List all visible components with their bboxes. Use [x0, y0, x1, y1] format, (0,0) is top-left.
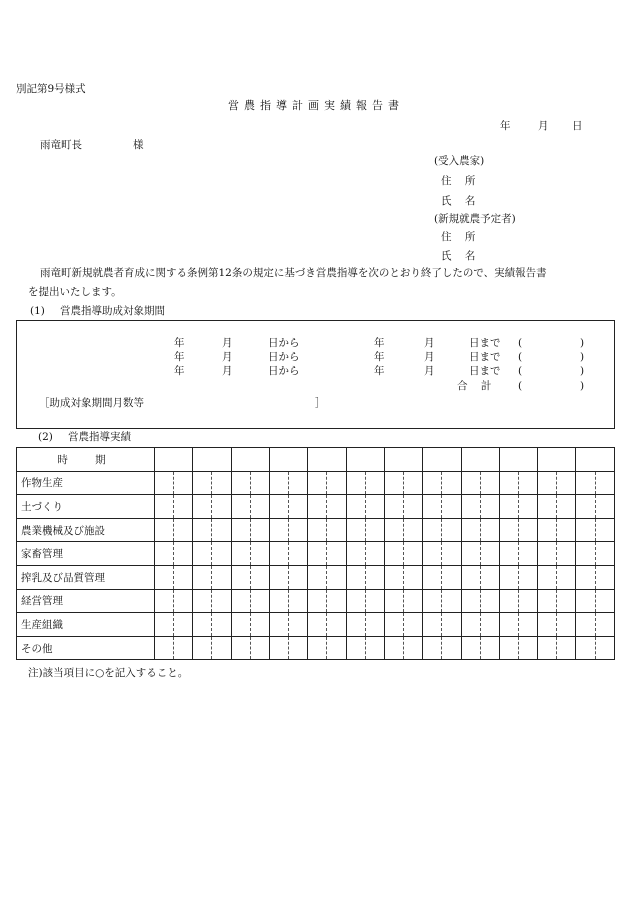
- mark-cell[interactable]: [518, 542, 537, 566]
- period-header-cell: [269, 448, 307, 472]
- receiver-address-label: 住 所: [441, 175, 481, 187]
- mark-cell[interactable]: [308, 636, 327, 660]
- mark-cell[interactable]: [499, 495, 518, 519]
- mark-cell[interactable]: [384, 613, 403, 637]
- date-day-label: 日: [572, 120, 583, 132]
- guidance-item-label: その他: [17, 636, 155, 660]
- body-text-line1: 雨竜町新規就農者育成に関する条例第12条の規定に基づき営農指導を次のとおり終了したので、実績報告書: [40, 267, 547, 279]
- period-months-paren-open: (: [518, 337, 523, 349]
- mark-cell[interactable]: [576, 613, 595, 637]
- period-header-cell: [308, 448, 346, 472]
- mark-cell[interactable]: [155, 636, 174, 660]
- mark-cell[interactable]: [155, 565, 174, 589]
- period-header-cell: [193, 448, 231, 472]
- mark-cell[interactable]: [174, 542, 193, 566]
- guidance-item-label: 家畜管理: [17, 542, 155, 566]
- mark-cell[interactable]: [384, 636, 403, 660]
- mark-cell[interactable]: [365, 518, 384, 542]
- period-header-cell: [231, 448, 269, 472]
- table-row: [17, 565, 615, 589]
- mark-cell[interactable]: [327, 613, 346, 637]
- mark-cell[interactable]: [212, 636, 231, 660]
- guidance-item-label: 経営管理: [17, 589, 155, 613]
- period-header-cell: [538, 448, 576, 472]
- section2-title: 営農指導実績: [68, 431, 131, 443]
- table-header-row: [17, 448, 615, 472]
- mark-cell[interactable]: [538, 636, 557, 660]
- mark-cell[interactable]: [155, 613, 174, 637]
- mark-cell[interactable]: [404, 589, 423, 613]
- mark-cell[interactable]: [269, 518, 288, 542]
- mark-cell[interactable]: [423, 471, 442, 495]
- mark-cell[interactable]: [231, 542, 250, 566]
- mark-cell[interactable]: [327, 471, 346, 495]
- mark-cell[interactable]: [461, 613, 480, 637]
- mark-cell[interactable]: [576, 542, 595, 566]
- mark-cell[interactable]: [269, 495, 288, 519]
- mark-cell[interactable]: [557, 495, 576, 519]
- period-total-paren-close: ): [580, 380, 585, 392]
- mark-cell[interactable]: [346, 518, 365, 542]
- mark-cell[interactable]: [576, 565, 595, 589]
- table-row: [17, 471, 615, 495]
- mark-cell[interactable]: [538, 613, 557, 637]
- period-header-cell: [461, 448, 499, 472]
- mark-cell[interactable]: [250, 613, 269, 637]
- page-title: 営農指導計画実績報告書: [228, 99, 404, 112]
- table-row: [17, 495, 615, 519]
- mark-cell[interactable]: [499, 589, 518, 613]
- section1-number: (1): [30, 305, 45, 317]
- mark-cell[interactable]: [499, 613, 518, 637]
- period-from-month: 月: [222, 351, 233, 363]
- mark-cell[interactable]: [289, 589, 308, 613]
- mark-cell[interactable]: [576, 518, 595, 542]
- mark-cell[interactable]: [231, 636, 250, 660]
- period-total-paren-open: (: [518, 380, 523, 392]
- mark-cell[interactable]: [538, 565, 557, 589]
- mark-cell[interactable]: [442, 495, 461, 519]
- mark-cell[interactable]: [193, 636, 212, 660]
- mark-cell[interactable]: [365, 495, 384, 519]
- mark-cell[interactable]: [480, 495, 499, 519]
- mark-cell[interactable]: [499, 518, 518, 542]
- mark-cell[interactable]: [442, 636, 461, 660]
- mark-cell[interactable]: [269, 471, 288, 495]
- mark-cell[interactable]: [365, 613, 384, 637]
- mark-cell[interactable]: [576, 495, 595, 519]
- mark-cell[interactable]: [250, 542, 269, 566]
- mark-cell[interactable]: [212, 565, 231, 589]
- guidance-item-label: 土づくり: [17, 495, 155, 519]
- mark-cell[interactable]: [518, 518, 537, 542]
- mark-cell[interactable]: [174, 471, 193, 495]
- mark-cell[interactable]: [250, 636, 269, 660]
- mark-cell[interactable]: [461, 471, 480, 495]
- mark-cell[interactable]: [155, 518, 174, 542]
- mark-cell[interactable]: [442, 565, 461, 589]
- mark-cell[interactable]: [346, 542, 365, 566]
- receiver-header: (受入農家): [434, 155, 485, 167]
- mark-cell[interactable]: [576, 636, 595, 660]
- mark-cell[interactable]: [384, 518, 403, 542]
- mark-cell[interactable]: [212, 518, 231, 542]
- mark-cell[interactable]: [174, 636, 193, 660]
- mark-cell[interactable]: [327, 542, 346, 566]
- period-from-year: 年: [174, 365, 185, 377]
- mark-cell[interactable]: [404, 542, 423, 566]
- mark-cell[interactable]: [327, 565, 346, 589]
- mark-cell[interactable]: [269, 636, 288, 660]
- period-from-year: 年: [174, 351, 185, 363]
- mark-cell[interactable]: [557, 565, 576, 589]
- mark-cell[interactable]: [595, 565, 614, 589]
- mark-cell[interactable]: [212, 613, 231, 637]
- period-from-month: 月: [222, 337, 233, 349]
- period-from-day: 日から: [268, 365, 300, 377]
- mark-cell[interactable]: [461, 636, 480, 660]
- mark-cell[interactable]: [595, 518, 614, 542]
- mark-cell[interactable]: [308, 589, 327, 613]
- mark-cell[interactable]: [538, 471, 557, 495]
- guidance-item-label: 搾乳及び品質管理: [17, 565, 155, 589]
- mark-cell[interactable]: [193, 518, 212, 542]
- mark-cell[interactable]: [595, 471, 614, 495]
- mark-cell[interactable]: [538, 495, 557, 519]
- period-to-year: 年: [374, 337, 385, 349]
- mark-cell[interactable]: [346, 471, 365, 495]
- table-row: [17, 613, 615, 637]
- mark-cell[interactable]: [461, 565, 480, 589]
- mark-cell[interactable]: [231, 471, 250, 495]
- form-style-number: 別記第9号様式: [16, 83, 86, 95]
- mark-cell[interactable]: [480, 636, 499, 660]
- period-to-month: 月: [424, 351, 435, 363]
- mark-cell[interactable]: [499, 636, 518, 660]
- table-row: [17, 518, 615, 542]
- mark-cell[interactable]: [346, 613, 365, 637]
- mark-cell[interactable]: [576, 471, 595, 495]
- mark-cell[interactable]: [269, 542, 288, 566]
- mark-cell[interactable]: [384, 589, 403, 613]
- mark-cell[interactable]: [365, 542, 384, 566]
- mark-cell[interactable]: [404, 613, 423, 637]
- mark-cell[interactable]: [557, 518, 576, 542]
- mark-cell[interactable]: [499, 471, 518, 495]
- mark-cell[interactable]: [250, 495, 269, 519]
- newfarmer-header: (新規就農予定者): [434, 213, 516, 225]
- mark-cell[interactable]: [461, 518, 480, 542]
- mark-cell[interactable]: [193, 495, 212, 519]
- mark-cell[interactable]: [442, 518, 461, 542]
- period-header-cell: [499, 448, 537, 472]
- mark-cell[interactable]: [155, 542, 174, 566]
- mark-cell[interactable]: [423, 518, 442, 542]
- date-month-label: 月: [538, 120, 549, 132]
- mark-cell[interactable]: [250, 565, 269, 589]
- mark-cell[interactable]: [346, 495, 365, 519]
- mark-cell[interactable]: [174, 495, 193, 519]
- mark-cell[interactable]: [193, 613, 212, 637]
- mark-cell[interactable]: [384, 542, 403, 566]
- period-total-label: 合 計: [457, 380, 497, 392]
- period-months-paren-open: (: [518, 365, 523, 377]
- table-row: [17, 542, 615, 566]
- mark-cell[interactable]: [404, 565, 423, 589]
- addressee-honorific: 様: [133, 139, 144, 151]
- mark-cell[interactable]: [250, 589, 269, 613]
- mark-cell[interactable]: [155, 589, 174, 613]
- period-to-month: 月: [424, 337, 435, 349]
- mark-cell[interactable]: [193, 471, 212, 495]
- mark-cell[interactable]: [231, 565, 250, 589]
- table-row: [17, 636, 615, 660]
- mark-cell[interactable]: [480, 471, 499, 495]
- mark-cell[interactable]: [289, 636, 308, 660]
- mark-cell[interactable]: [423, 613, 442, 637]
- period-to-day: 日まで: [469, 337, 501, 349]
- newfarmer-address-label: 住 所: [441, 231, 481, 243]
- mark-cell[interactable]: [174, 565, 193, 589]
- mark-cell[interactable]: [595, 542, 614, 566]
- mark-cell[interactable]: [212, 542, 231, 566]
- mark-cell[interactable]: [595, 495, 614, 519]
- mark-cell[interactable]: [576, 589, 595, 613]
- mark-cell[interactable]: [442, 471, 461, 495]
- mark-cell[interactable]: [499, 542, 518, 566]
- period-months-paren-close: ): [580, 351, 585, 363]
- mark-cell[interactable]: [557, 636, 576, 660]
- mark-cell[interactable]: [346, 565, 365, 589]
- mark-cell[interactable]: [289, 495, 308, 519]
- mark-cell[interactable]: [480, 565, 499, 589]
- guidance-item-label: 作物生産: [17, 471, 155, 495]
- mark-cell[interactable]: [308, 565, 327, 589]
- mark-cell[interactable]: [269, 613, 288, 637]
- guidance-item-label: 農業機械及び施設: [17, 518, 155, 542]
- mark-cell[interactable]: [480, 589, 499, 613]
- mark-cell[interactable]: [538, 518, 557, 542]
- mark-cell[interactable]: [193, 565, 212, 589]
- period-box: [16, 320, 615, 429]
- mark-cell[interactable]: [442, 613, 461, 637]
- mark-cell[interactable]: [518, 495, 537, 519]
- mark-cell[interactable]: [518, 589, 537, 613]
- period-to-month: 月: [424, 365, 435, 377]
- mark-cell[interactable]: [365, 589, 384, 613]
- period-from-day: 日から: [268, 337, 300, 349]
- mark-cell[interactable]: [250, 518, 269, 542]
- mark-cell[interactable]: [269, 565, 288, 589]
- mark-cell[interactable]: [404, 636, 423, 660]
- mark-cell[interactable]: [595, 589, 614, 613]
- mark-cell[interactable]: [384, 471, 403, 495]
- mark-cell[interactable]: [289, 613, 308, 637]
- mark-cell[interactable]: [231, 613, 250, 637]
- mark-cell[interactable]: [404, 518, 423, 542]
- mark-cell[interactable]: [557, 613, 576, 637]
- period-to-day: 日まで: [469, 365, 501, 377]
- mark-cell[interactable]: [423, 589, 442, 613]
- mark-cell[interactable]: [193, 542, 212, 566]
- mark-cell[interactable]: [518, 613, 537, 637]
- mark-cell[interactable]: [557, 589, 576, 613]
- guidance-results-table: [16, 447, 615, 660]
- period-to-year: 年: [374, 351, 385, 363]
- mark-cell[interactable]: [518, 636, 537, 660]
- mark-cell[interactable]: [327, 636, 346, 660]
- period-header-cell: [576, 448, 615, 472]
- mark-cell[interactable]: [423, 542, 442, 566]
- mark-cell[interactable]: [404, 471, 423, 495]
- period-header-cell: [346, 448, 384, 472]
- period-header-cell: [423, 448, 461, 472]
- period-months-paren-close: ): [580, 337, 585, 349]
- guidance-item-label: 生産組織: [17, 613, 155, 637]
- mark-cell[interactable]: [404, 495, 423, 519]
- mark-cell[interactable]: [289, 565, 308, 589]
- mark-cell[interactable]: [595, 613, 614, 637]
- period-header-cell: [155, 448, 193, 472]
- mark-cell[interactable]: [155, 471, 174, 495]
- date-year-label: 年: [500, 120, 511, 132]
- mark-cell[interactable]: [308, 518, 327, 542]
- body-text-line2: を提出いたします。: [28, 286, 122, 298]
- period-from-month: 月: [222, 365, 233, 377]
- mark-cell[interactable]: [518, 471, 537, 495]
- period-to-day: 日まで: [469, 351, 501, 363]
- period-column-header: 時 期: [17, 448, 155, 472]
- mark-cell[interactable]: [212, 589, 231, 613]
- subsidy-months-label: ［助成対象期間月数等: [39, 397, 144, 409]
- mark-cell[interactable]: [174, 613, 193, 637]
- mark-cell[interactable]: [327, 495, 346, 519]
- mark-cell[interactable]: [193, 589, 212, 613]
- table-row: [17, 589, 615, 613]
- period-to-year: 年: [374, 365, 385, 377]
- mark-cell[interactable]: [365, 471, 384, 495]
- mark-cell[interactable]: [595, 636, 614, 660]
- mark-cell[interactable]: [250, 471, 269, 495]
- receiver-name-label: 氏 名: [441, 195, 481, 207]
- mark-cell[interactable]: [346, 589, 365, 613]
- mark-cell[interactable]: [308, 495, 327, 519]
- mark-cell[interactable]: [212, 495, 231, 519]
- mark-cell[interactable]: [384, 565, 403, 589]
- mark-cell[interactable]: [365, 565, 384, 589]
- period-months-paren-close: ): [580, 365, 585, 377]
- mark-cell[interactable]: [442, 542, 461, 566]
- mark-cell[interactable]: [174, 518, 193, 542]
- mark-cell[interactable]: [308, 613, 327, 637]
- mark-cell[interactable]: [461, 495, 480, 519]
- mark-cell[interactable]: [327, 589, 346, 613]
- mark-cell[interactable]: [231, 589, 250, 613]
- subsidy-months-close-bracket: ］: [315, 397, 326, 409]
- mark-cell[interactable]: [155, 495, 174, 519]
- mark-cell[interactable]: [480, 613, 499, 637]
- mark-cell[interactable]: [308, 471, 327, 495]
- mark-cell[interactable]: [308, 542, 327, 566]
- mark-cell[interactable]: [461, 542, 480, 566]
- addressee: 雨竜町長: [40, 139, 82, 151]
- newfarmer-name-label: 氏 名: [441, 250, 481, 262]
- mark-cell[interactable]: [499, 565, 518, 589]
- mark-cell[interactable]: [327, 518, 346, 542]
- mark-cell[interactable]: [384, 495, 403, 519]
- mark-cell[interactable]: [480, 542, 499, 566]
- mark-cell[interactable]: [442, 589, 461, 613]
- mark-cell[interactable]: [538, 542, 557, 566]
- mark-cell[interactable]: [557, 542, 576, 566]
- period-from-day: 日から: [268, 351, 300, 363]
- period-from-year: 年: [174, 337, 185, 349]
- mark-cell[interactable]: [365, 636, 384, 660]
- section2-number: (2): [38, 431, 53, 443]
- mark-cell[interactable]: [423, 495, 442, 519]
- mark-cell[interactable]: [461, 589, 480, 613]
- mark-cell[interactable]: [518, 565, 537, 589]
- period-months-paren-open: (: [518, 351, 523, 363]
- mark-cell[interactable]: [289, 542, 308, 566]
- mark-cell[interactable]: [231, 495, 250, 519]
- mark-cell[interactable]: [212, 471, 231, 495]
- mark-cell[interactable]: [346, 636, 365, 660]
- mark-cell[interactable]: [480, 518, 499, 542]
- mark-cell[interactable]: [423, 565, 442, 589]
- mark-cell[interactable]: [557, 471, 576, 495]
- mark-cell[interactable]: [231, 518, 250, 542]
- mark-cell[interactable]: [269, 589, 288, 613]
- mark-cell[interactable]: [423, 636, 442, 660]
- footnote: 注)該当項目に○を記入すること。: [28, 667, 189, 679]
- mark-cell[interactable]: [538, 589, 557, 613]
- mark-cell[interactable]: [174, 589, 193, 613]
- period-header-cell: [384, 448, 422, 472]
- section1-title: 営農指導助成対象期間: [60, 305, 165, 317]
- mark-cell[interactable]: [289, 518, 308, 542]
- mark-cell[interactable]: [289, 471, 308, 495]
